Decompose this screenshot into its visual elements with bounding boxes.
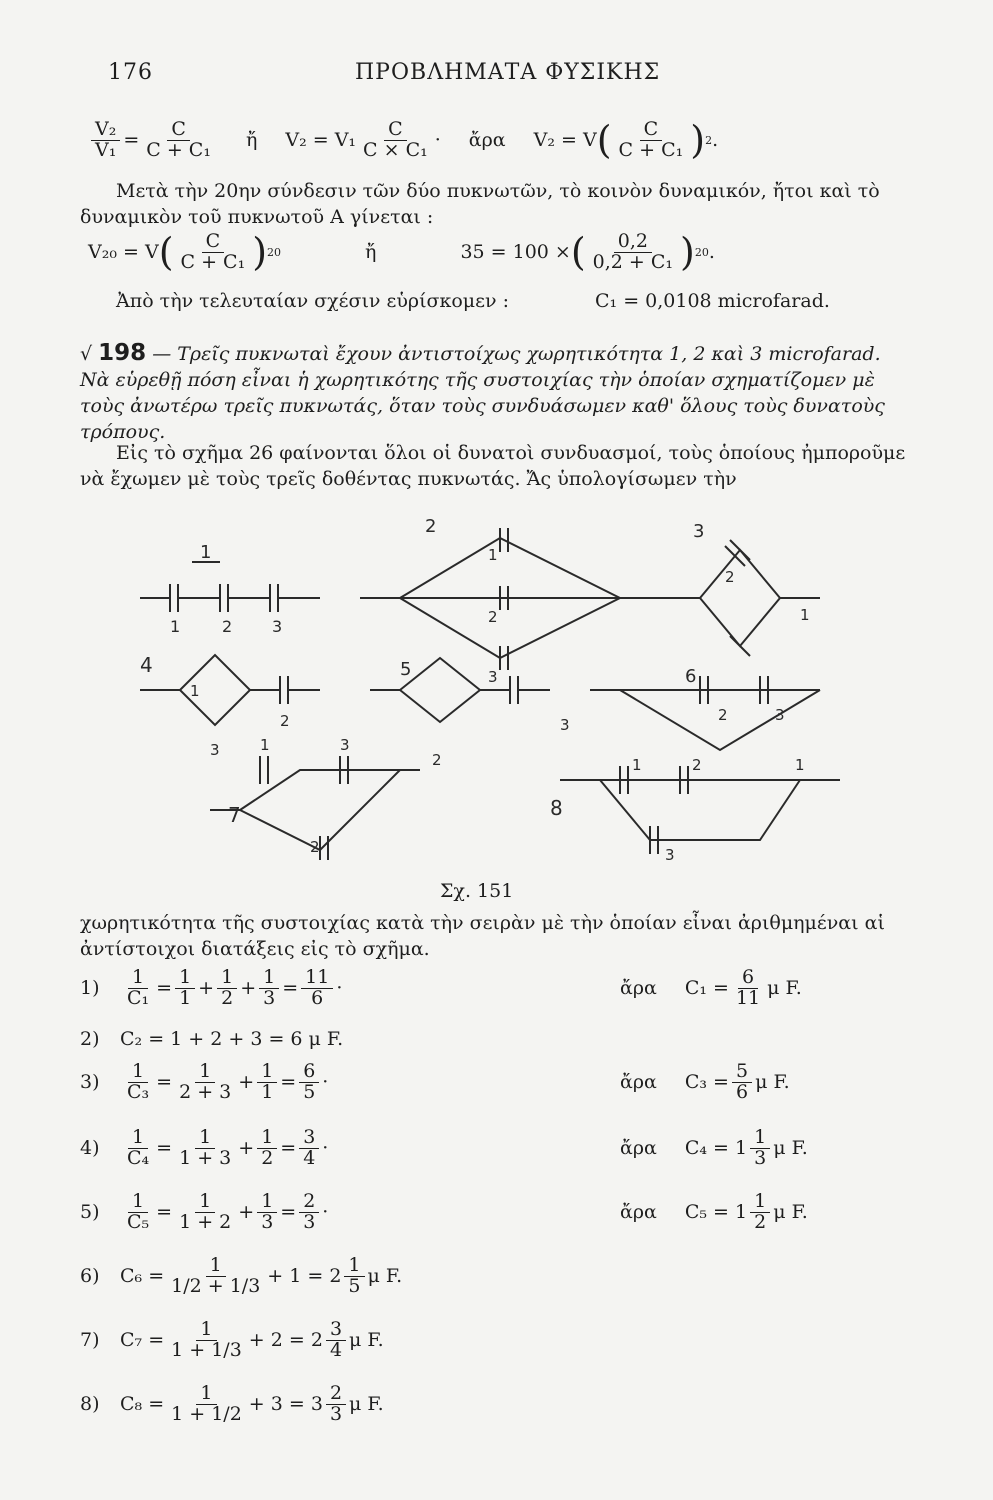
- problem-statement: — Τρεῖς πυκνωταὶ ἔχουν ἀντιστοίχως χωρητικότητα 1, 2 καὶ 3 microfarad. Νὰ εὑρεθῇ πόση εἶναι ἡ χωρητικότης τῆς συστοιχίας τὴν ὁποίαν σχηματίζομεν μὲ τοὺς ἀνωτέρω τρεῖς πυκνωτάς, ὅταν τοὺς συνδυάσωμεν καθ' ὅλους τοὺς δυνατοὺς τρόπους.: [80, 343, 885, 443]
- cap-label: 1: [488, 546, 498, 564]
- figure-151: [120, 510, 890, 860]
- config-number: 8: [550, 796, 563, 820]
- cap-label: 2: [310, 838, 320, 856]
- cap-label: 3: [560, 716, 570, 734]
- cap-label: 1: [170, 617, 181, 636]
- config-number: 5: [400, 659, 412, 680]
- config-number: 6: [685, 666, 697, 687]
- solution-4: 4) $\frac{1}{\text{C₄}}$ = $\frac{1}{1 + 3}$ + $\frac{1}{2}$ = $\frac{3}{4}$ ·: [80, 1126, 329, 1169]
- equation-v2-ratio: $\frac{\text{V₂}}{\text{V₁}}$ = $\frac{C}{\text{C + C₁}}$ ἤ V₂ = V₁ $\frac{C}{\text{C × C₁}}$ · ἄρα V₂ = V ( $\frac{C}{\text{C + C₁}}$ ) 2 .: [88, 118, 718, 162]
- answer-intro: Εἰς τὸ σχῆμα 26 φαίνονται ὅλοι οἱ δυνατοὶ συνδυασμοί, τοὺς ὁποίους ἠμποροῦμε νὰ ἔχωμεν μὲ τοὺς τρεῖς δοθέντας πυκνωτάς. Ἄς ὑπολογίσωμεν τὴν: [80, 442, 906, 490]
- cap-label: 2: [280, 712, 290, 730]
- cap-label: 2: [222, 617, 233, 636]
- figure-caption: Σχ. 151: [440, 880, 514, 902]
- solution-3-result: ἄρα C₃ = $\frac{5}{6}$ μ F.: [620, 1060, 790, 1103]
- config-3: [660, 521, 820, 656]
- config-1-series: [140, 542, 320, 636]
- cap-label: 2: [725, 568, 735, 586]
- cap-label: 1: [800, 606, 810, 624]
- solution-6: 6) C₆ = $\frac{1}{1/2 + 1/3}$ + 1 = 2 $\frac{1}{5}$ μ F.: [80, 1254, 403, 1297]
- config-number: 7: [228, 803, 241, 827]
- config-6: [590, 666, 820, 774]
- config-number: 4: [140, 653, 153, 677]
- config-number: 1: [200, 542, 212, 563]
- solution-5: 5) $\frac{1}{\text{C₅}}$ = $\frac{1}{1 + 2}$ + $\frac{1}{3}$ = $\frac{2}{3}$ ·: [80, 1190, 329, 1233]
- cap-label: 1: [795, 756, 805, 774]
- config-7: [210, 736, 420, 860]
- solution-1: 1) $\frac{1}{\text{C₁}}$ = $\frac{1}{1}$ + $\frac{1}{2}$ + $\frac{1}{3}$ = $\frac{11}{6}$ ·: [80, 966, 343, 1009]
- solution-3: 3) $\frac{1}{\text{C₃}}$ = $\frac{1}{2 + 3}$ + $\frac{1}{1}$ = $\frac{6}{5}$ ·: [80, 1060, 329, 1103]
- config-number: 2: [425, 516, 437, 537]
- cap-label: 3: [775, 706, 785, 724]
- problem-198: [80, 340, 915, 445]
- running-title: ΠΡΟΒΛΗΜΑΤΑ ΦΥΣΙΚΗΣ: [355, 60, 661, 85]
- config-5: [370, 658, 570, 769]
- paragraph-last-relation: Ἀπὸ τὴν τελευταίαν σχέσιν εὑρίσκομεν :: [116, 290, 509, 312]
- cap-label: 3: [272, 617, 283, 636]
- cap-label: 3: [210, 741, 220, 759]
- problem-number: 198: [98, 340, 147, 366]
- config-number: 3: [693, 521, 705, 542]
- cap-label: 1: [190, 682, 200, 700]
- equation-v20: V₂₀ = V ( $\frac{C}{\text{C + C₁}}$ ) 20 ἤ 35 = 100 × ( $\frac{0,2}{\text{0,2 + C₁}}$ ) 20 .: [88, 229, 715, 274]
- cap-label: 2: [488, 608, 498, 626]
- result-c1: C₁ = 0,0108 microfarad.: [595, 290, 830, 312]
- solution-8: 8) C₈ = $\frac{1}{1 + 1/2}$ + 3 = 3 $\frac{2}{3}$ μ F.: [80, 1382, 384, 1425]
- solution-2: 2) C₂ = 1 + 2 + 3 = 6 μ F.: [80, 1028, 344, 1050]
- solution-7: 7) C₇ = $\frac{1}{1 + 1/3}$ + 2 = 2 $\frac{3}{4}$ μ F.: [80, 1318, 384, 1361]
- cap-label: 3: [340, 736, 350, 754]
- cap-label: 2: [692, 756, 702, 774]
- config-4: [140, 653, 320, 759]
- solution-5-result: ἄρα C₅ = 1 $\frac{1}{2}$ μ F.: [620, 1190, 808, 1233]
- check-mark: √: [80, 343, 93, 365]
- cap-label: 1: [260, 736, 270, 754]
- cap-label: 2: [718, 706, 728, 724]
- solution-4-result: ἄρα C₄ = 1 $\frac{1}{3}$ μ F.: [620, 1126, 808, 1169]
- cap-label: 1: [632, 756, 642, 774]
- paragraph-common-potential: Μετὰ τὴν 20ην σύνδεσιν τῶν δύο πυκνωτῶν, τὸ κοινὸν δυναμικόν, ἤτοι καὶ τὸ δυναμικὸν τοῦ πυκνωτοῦ Α γίνεται :: [80, 180, 880, 228]
- page-number: 176: [108, 60, 153, 85]
- cap-label: 2: [432, 751, 442, 769]
- cap-label: 3: [665, 846, 675, 860]
- cap-label: 3: [488, 668, 498, 686]
- solution-1-result: ἄρα C₁ = $\frac{6}{11}$ μ F.: [620, 966, 802, 1009]
- paragraph-capacitance-order: χωρητικότητα τῆς συστοιχίας κατὰ τὴν σειρὰν μὲ τὴν ὁποίαν εἶναι ἀριθμημέναι αἱ ἀντίστοιχοι διατάξεις εἰς τὸ σχῆμα.: [80, 912, 885, 960]
